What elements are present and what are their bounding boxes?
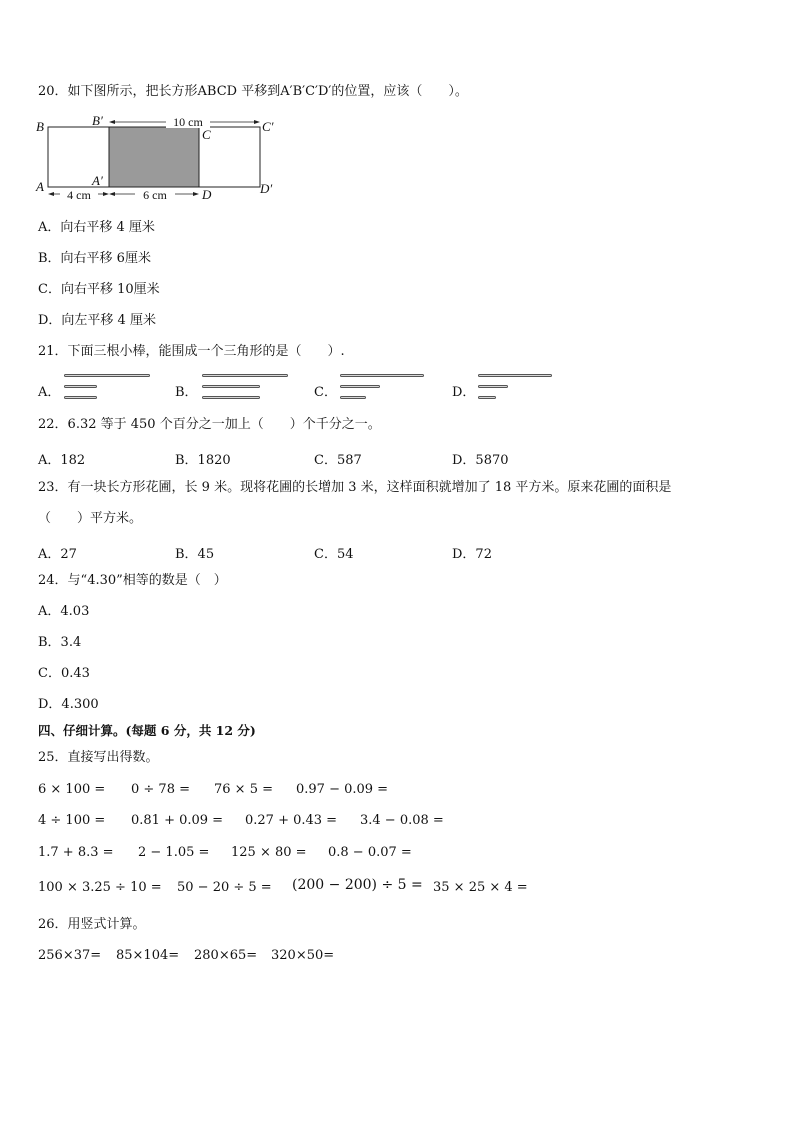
q23-stem-line2: （ ）平方米。 — [38, 511, 143, 526]
q21-option-c-label[interactable]: C． — [314, 385, 337, 400]
q21-a-stick-3 — [64, 396, 97, 399]
q23-stem-line1: 23．有一块长方形花圃，长 9 米。现将花圃的长增加 3 米，这样面积就增加了 18 平方米。原来花圃的面积是 — [38, 480, 672, 495]
q25-item: 125 × 80 = — [231, 845, 307, 860]
q20-option-a[interactable]: A．向右平移 4 厘米 — [38, 220, 155, 235]
label-C-prime: C′ — [262, 119, 274, 134]
q22-option-d[interactable]: D．5870 — [452, 453, 509, 468]
label-C: C — [202, 127, 211, 142]
q22-stem: 22．6.32 等于 450 个百分之一加上（ ）个千分之一。 — [38, 417, 381, 432]
q21-a-stick-1 — [64, 374, 150, 377]
label-D-prime: D′ — [260, 181, 273, 196]
q22-option-a[interactable]: A．182 — [38, 453, 86, 468]
overlap-shaded-region — [109, 127, 199, 187]
q21-b-stick-1 — [202, 374, 288, 377]
label-D: D — [202, 187, 212, 202]
q21-a-stick-2 — [64, 385, 97, 388]
q20-stem: 20．如下图所示，把长方形ABCD 平移到A′B′C′D′的位置，应该（ ）。 — [38, 84, 468, 99]
q20-option-d[interactable]: D．向左平移 4 厘米 — [38, 313, 156, 328]
q25-item: 0.27 + 0.43 = — [245, 813, 338, 828]
q21-option-a-label[interactable]: A． — [38, 385, 61, 400]
q26-item: 280×65= — [194, 948, 258, 963]
q24-option-c[interactable]: C．0.43 — [38, 666, 90, 681]
q25-item: 1.7 + 8.3 = — [38, 845, 114, 860]
q21-option-b-label[interactable]: B． — [175, 385, 198, 400]
q23-option-d[interactable]: D．72 — [452, 547, 492, 562]
q21-d-stick-2 — [478, 385, 508, 388]
q21-b-stick-3 — [202, 396, 260, 399]
label-B: B — [36, 119, 44, 134]
dim-bottom-label: 6 cm — [143, 188, 167, 202]
q25-stem: 25．直接写出得数。 — [38, 750, 159, 765]
q24-option-d[interactable]: D．4.300 — [38, 697, 99, 712]
q20-option-c[interactable]: C．向右平移 10厘米 — [38, 282, 160, 297]
q23-option-b[interactable]: B．45 — [175, 547, 215, 562]
q21-b-stick-2 — [202, 385, 260, 388]
q20-option-b[interactable]: B．向右平移 6厘米 — [38, 251, 151, 266]
q25-item: 0.97 − 0.09 = — [296, 782, 389, 797]
q25-item: (200 − 200) ÷ 5 = — [292, 877, 423, 893]
q24-option-a[interactable]: A．4.03 — [38, 604, 90, 619]
q21-d-stick-3 — [478, 396, 496, 399]
q25-item: 50 − 20 ÷ 5 = — [177, 880, 272, 895]
q25-item: 0.81 + 0.09 = — [131, 813, 224, 828]
dim-left-label: 4 cm — [67, 188, 91, 202]
q25-item: 0 ÷ 78 = — [131, 782, 190, 797]
q21-option-d-label[interactable]: D． — [452, 385, 476, 400]
q21-stem: 21．下面三根小棒，能围成一个三角形的是（ ）. — [38, 344, 345, 359]
q25-item: 0.8 − 0.07 = — [328, 845, 412, 860]
label-B-prime: B′ — [92, 113, 103, 128]
section-heading: 四、仔细计算。(每题 6 分，共 12 分) — [38, 723, 256, 738]
q23-option-a[interactable]: A．27 — [38, 547, 77, 562]
label-A-prime: A′ — [92, 173, 103, 188]
q25-item: 2 − 1.05 = — [138, 845, 210, 860]
q21-c-stick-1 — [340, 374, 424, 377]
q26-stem: 26．用竖式计算。 — [38, 917, 146, 932]
q25-item: 100 × 3.25 ÷ 10 = — [38, 880, 162, 895]
label-A: A — [36, 179, 44, 194]
q22-option-c[interactable]: C．587 — [314, 453, 362, 468]
q21-d-stick-1 — [478, 374, 552, 377]
q26-item: 85×104= — [116, 948, 180, 963]
q24-stem: 24．与“4.30”相等的数是（ ） — [38, 573, 227, 588]
q21-c-stick-3 — [340, 396, 366, 399]
q20-translation-figure — [34, 112, 294, 204]
dim-top-label: 10 cm — [173, 115, 203, 129]
q23-option-c[interactable]: C．54 — [314, 547, 354, 562]
q24-option-b[interactable]: B．3.4 — [38, 635, 82, 650]
q26-item: 256×37= — [38, 948, 102, 963]
q25-item: 76 × 5 = — [214, 782, 273, 797]
q25-item: 35 × 25 × 4 = — [433, 880, 528, 895]
q25-item: 4 ÷ 100 = — [38, 813, 106, 828]
q25-item: 3.4 − 0.08 = — [360, 813, 444, 828]
q21-c-stick-2 — [340, 385, 380, 388]
q26-item: 320×50= — [271, 948, 335, 963]
q22-option-b[interactable]: B．1820 — [175, 453, 231, 468]
q25-item: 6 × 100 = — [38, 782, 106, 797]
